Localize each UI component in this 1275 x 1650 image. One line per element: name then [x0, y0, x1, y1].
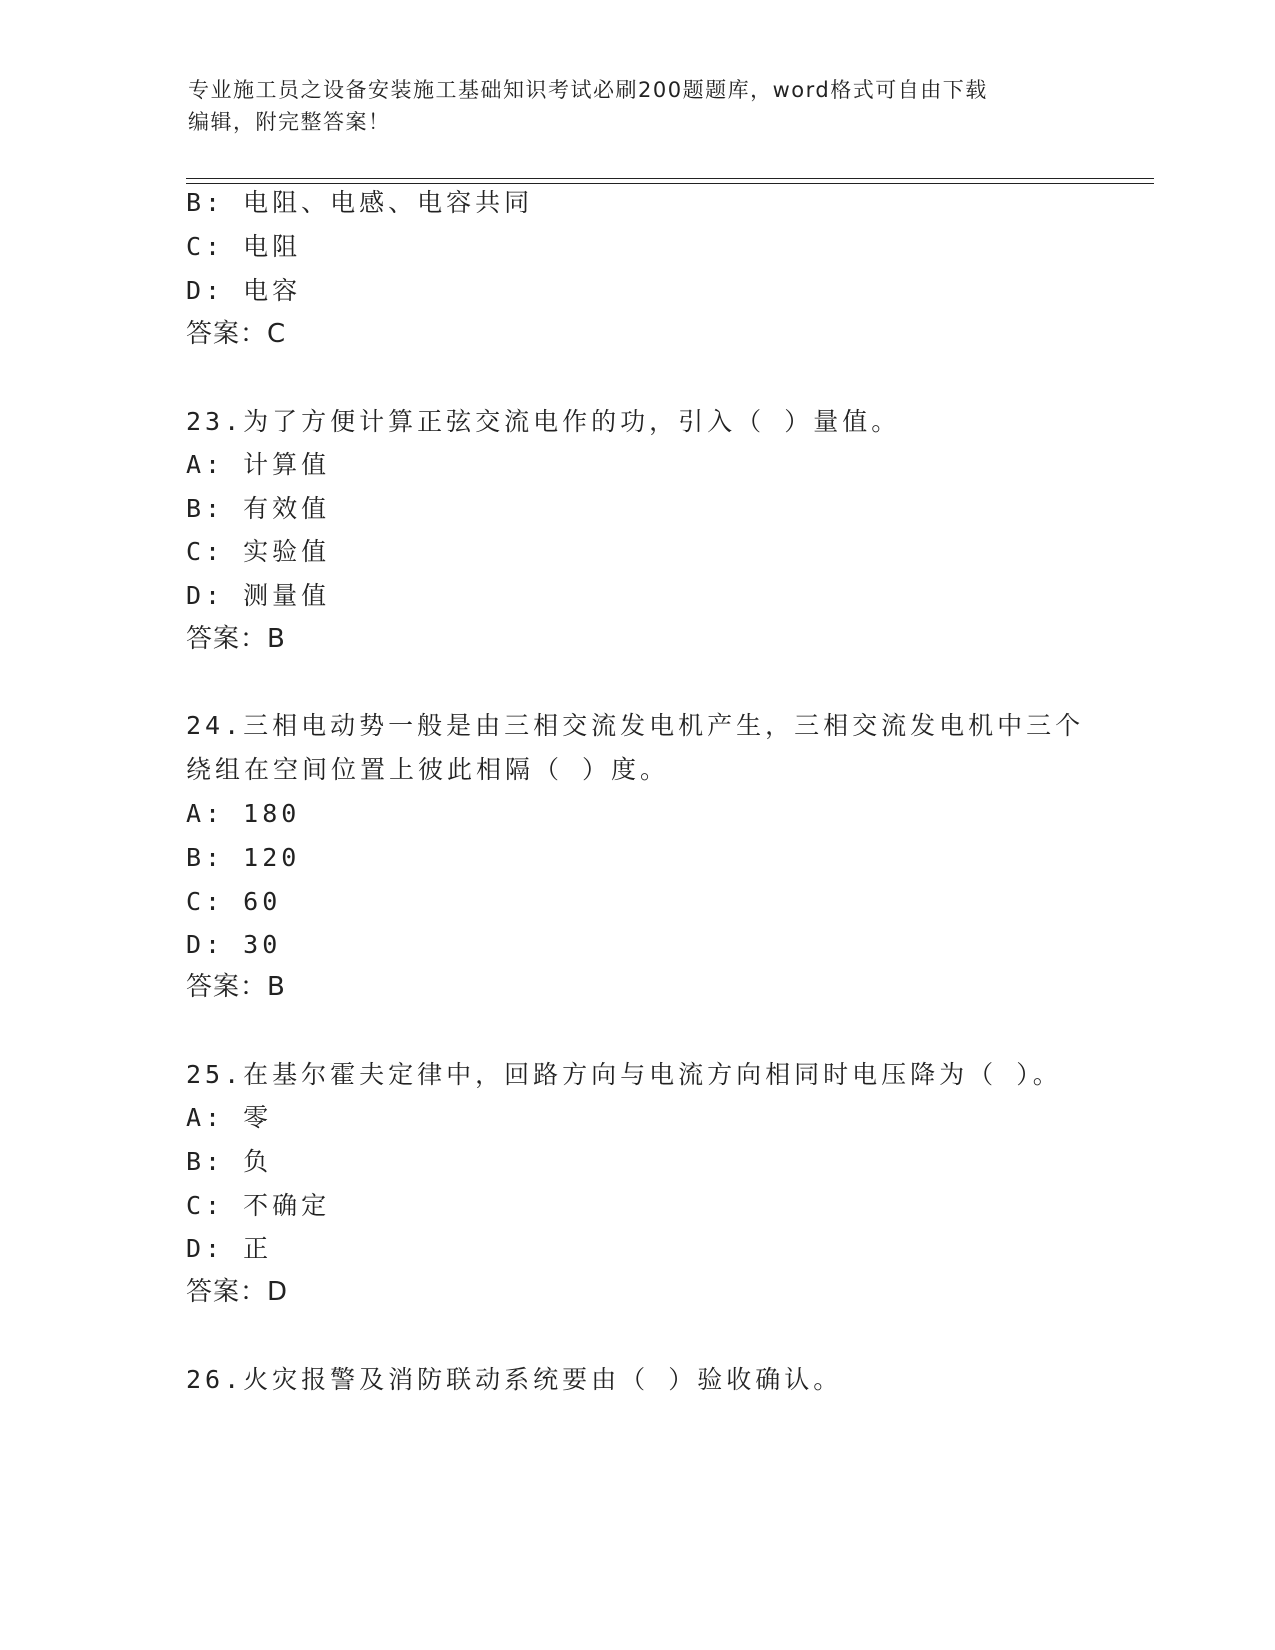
- q24-option-d: D: 30: [186, 930, 282, 959]
- header-line-2: 编辑，附完整答案！: [188, 110, 391, 134]
- q23-answer: 答案：B: [186, 624, 286, 654]
- q26-question: 26.火灾报警及消防联动系统要由（ ）验收确认。: [186, 1365, 843, 1394]
- q23-question: 23.为了方便计算正弦交流电作的功，引入（ ）量值。: [186, 407, 901, 436]
- q24-answer: 答案：B: [186, 972, 286, 1002]
- q24-option-b: B: 120: [186, 843, 301, 872]
- document-header: [188, 74, 1088, 138]
- q24-question-line-1: 24.三相电动势一般是由三相交流发电机产生，三相交流发电机中三个: [186, 711, 1085, 740]
- q25-answer: 答案：D: [186, 1277, 289, 1307]
- q23-option-a: A: 计算值: [186, 450, 331, 479]
- q24-option-a: A: 180: [186, 799, 301, 828]
- q22-option-c: C: 电阻: [186, 232, 302, 261]
- header-divider-top: [186, 178, 1154, 179]
- q24-option-c: C: 60: [186, 887, 282, 916]
- q25-option-a: A: 零: [186, 1103, 273, 1132]
- header-divider-bottom: [186, 183, 1154, 184]
- q23-option-b: B: 有效值: [186, 494, 331, 523]
- q22-option-b: B: 电阻、电感、电容共同: [186, 188, 534, 217]
- q23-option-c: C: 实验值: [186, 537, 331, 566]
- q22-answer: 答案：C: [186, 319, 287, 349]
- header-line-1: 专业施工员之设备安装施工基础知识考试必刷200题题库，word格式可自由下载: [188, 78, 988, 102]
- q25-option-d: D: 正: [186, 1234, 273, 1263]
- q23-option-d: D: 测量值: [186, 581, 331, 610]
- q22-option-d: D: 电容: [186, 276, 302, 305]
- q24-question-line-2: 绕组在空间位置上彼此相隔（ ）度。: [186, 755, 670, 784]
- q25-option-b: B: 负: [186, 1147, 273, 1176]
- q25-question: 25.在基尔霍夫定律中，回路方向与电流方向相同时电压降为（ ）。: [186, 1060, 1062, 1089]
- q25-option-c: C: 不确定: [186, 1191, 331, 1220]
